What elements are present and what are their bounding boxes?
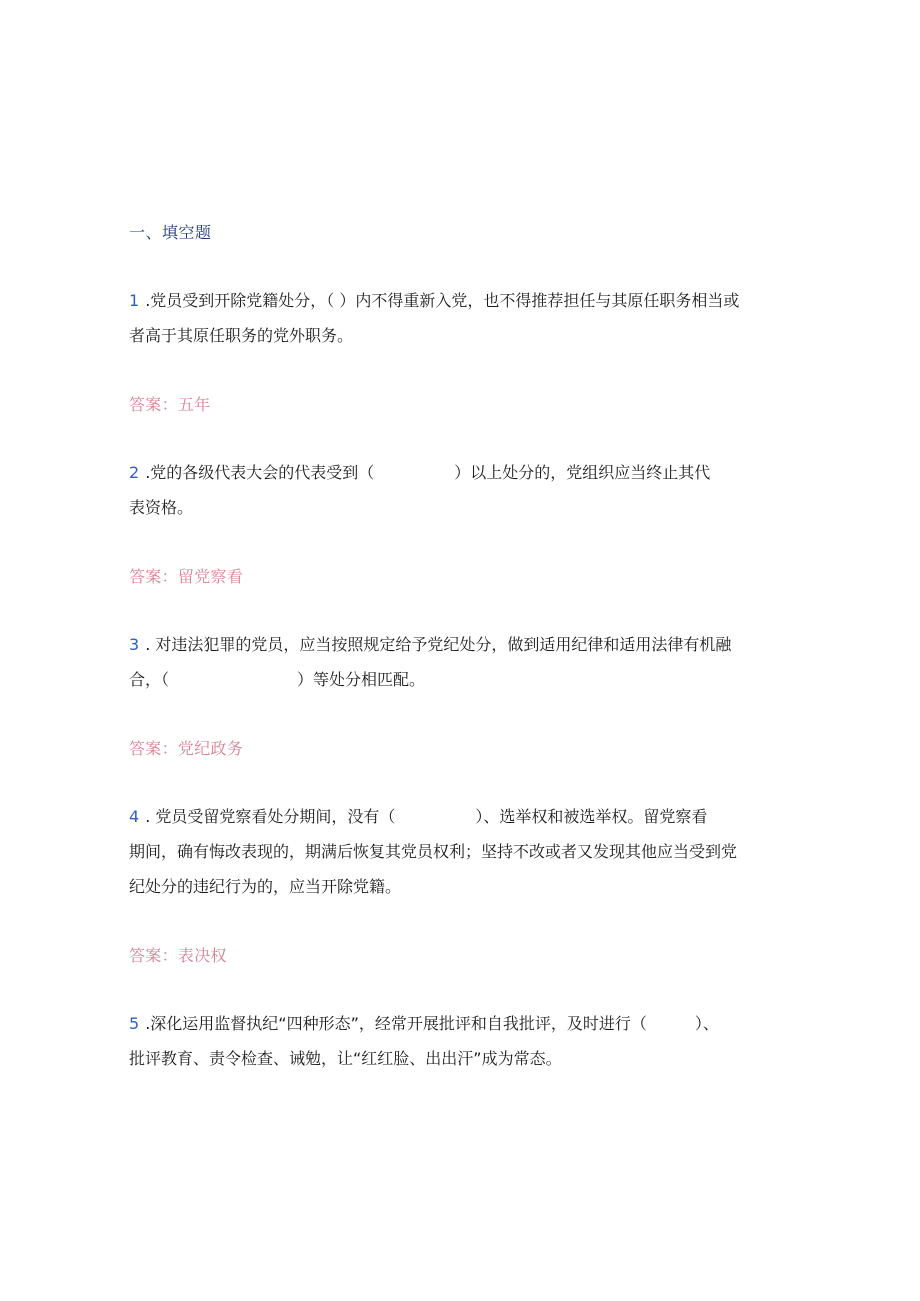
answer-4: 答案：表决权 xyxy=(129,946,227,965)
answer-3: 答案：党纪政务 xyxy=(129,739,244,758)
question-text: .党的各级代表大会的代表受到（ ）以上处分的，党组织应当终止其代 xyxy=(145,463,711,482)
question-text: 批评教育、责令检查、诫勉，让“红红脸、出出汗”成为常态。 xyxy=(129,1049,562,1068)
answer-2: 答案：留党察看 xyxy=(129,567,244,586)
question-text: 期间，确有悔改表现的，期满后恢复其党员权利；坚持不改或者又发现其他应当受到党 xyxy=(129,842,738,861)
question-number: 1 xyxy=(129,291,140,310)
question-text: . 党员受留党察看处分期间，没有（ ）、选举权和被选举权。留党察看 xyxy=(145,807,708,826)
question-number: 3 xyxy=(129,635,140,654)
question-4 xyxy=(129,799,789,904)
question-text: 合，（ ）等处分相匹配。 xyxy=(129,670,426,689)
question-text: . 对违法犯罪的党员，应当按照规定给予党纪处分，做到适用纪律和适用法律有机融 xyxy=(145,635,732,654)
question-text: .深化运用监督执纪“四种形态”，经常开展批评和自我批评，及时进行（ ）、 xyxy=(145,1014,719,1033)
question-2 xyxy=(129,455,789,525)
question-number: 4 xyxy=(129,807,140,826)
question-text: .党员受到开除党籍处分，（ ）内不得重新入党，也不得推荐担任与其原任职务相当或 xyxy=(145,291,740,310)
question-line xyxy=(129,283,789,318)
question-5 xyxy=(129,1006,789,1076)
question-number: 2 xyxy=(129,463,140,482)
question-text: 者高于其原任职务的党外职务。 xyxy=(129,326,354,345)
question-number: 5 xyxy=(129,1014,140,1033)
question-text: 纪处分的违纪行为的，应当开除党籍。 xyxy=(129,877,402,896)
question-line xyxy=(129,799,789,834)
question-text: 表资格。 xyxy=(129,498,194,517)
question-3 xyxy=(129,627,789,697)
question-line xyxy=(129,1006,789,1041)
question-line xyxy=(129,455,789,490)
question-line xyxy=(129,627,789,662)
section-title: 一、填空题 xyxy=(129,223,212,242)
answer-1: 答案：五年 xyxy=(129,395,211,414)
question-1 xyxy=(129,283,789,353)
